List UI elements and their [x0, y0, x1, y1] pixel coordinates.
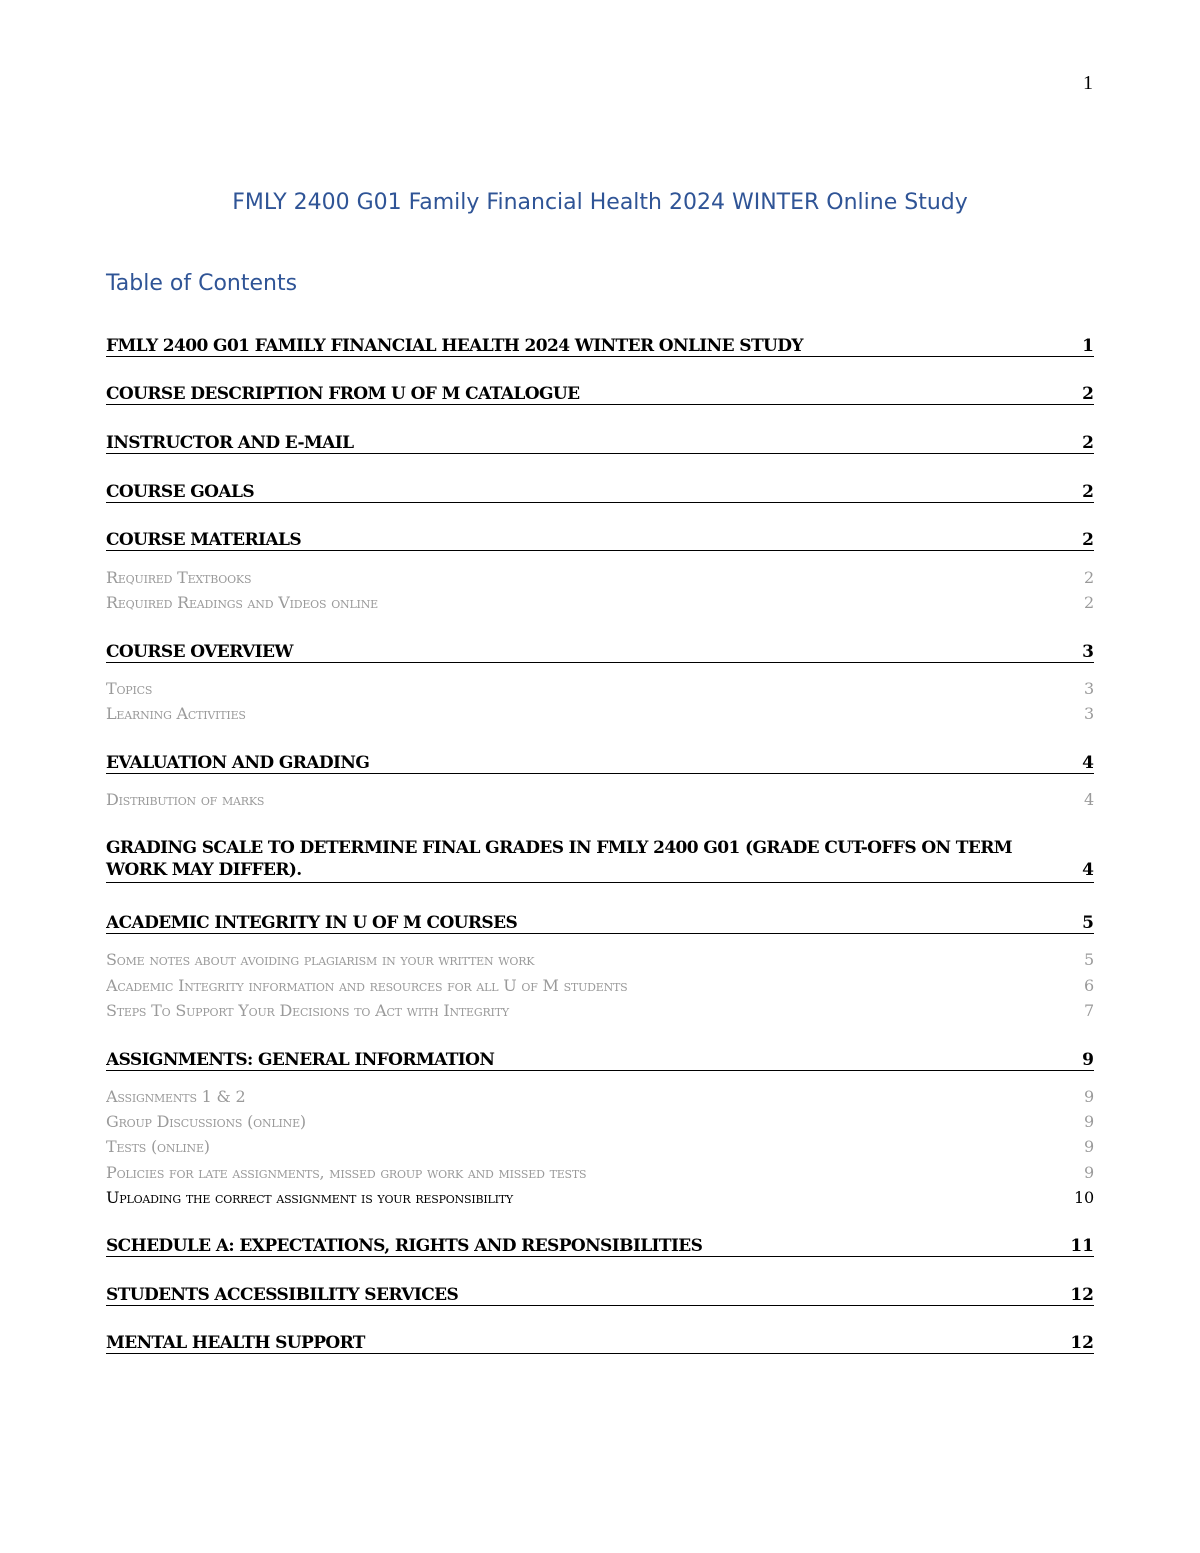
toc-entry-label: Steps To Support Your Decisions to Act with Integrity: [106, 1001, 509, 1020]
toc-entry-label: FMLY 2400 G01 FAMILY FINANCIAL HEALTH 2024 WINTER ONLINE STUDY: [106, 336, 803, 356]
toc-entry-evaluation-grading[interactable]: [106, 751, 1094, 774]
document-title: FMLY 2400 G01 Family Financial Health 2024 WINTER Online Study: [232, 190, 968, 215]
toc-entry-label: Uploading the correct assignment is your responsibility: [106, 1188, 513, 1207]
toc-entry-grading-scale[interactable]: [106, 838, 1094, 883]
toc-entry-page: 5: [1084, 950, 1094, 969]
toc-entry-page: 9: [1082, 1050, 1094, 1070]
toc-entry-page: 12: [1070, 1285, 1094, 1305]
toc-entry-page: 2: [1082, 433, 1094, 453]
toc-entry-page: 9: [1084, 1163, 1094, 1182]
toc-entry-title[interactable]: [106, 334, 1094, 357]
toc-entry-label: SCHEDULE A: EXPECTATIONS, RIGHTS AND RESPONSIBILITIES: [106, 1236, 703, 1256]
toc-entry-assignments[interactable]: [106, 1048, 1094, 1071]
toc-entry-label: COURSE GOALS: [106, 482, 254, 502]
toc-entry-label: Academic Integrity information and resources for all U of M students: [106, 976, 628, 995]
toc-subentry-assignments-1-2[interactable]: [106, 1085, 1094, 1107]
toc-entry-row2: [106, 860, 1094, 882]
toc-subentry-integrity-resources[interactable]: [106, 974, 1094, 996]
toc-entry-label: Tests (online): [106, 1137, 210, 1156]
toc-entry-course-description[interactable]: [106, 382, 1094, 405]
toc-subentry-uploading[interactable]: [106, 1186, 1094, 1208]
toc-entry-instructor[interactable]: [106, 431, 1094, 454]
toc-entry-page: 9: [1084, 1112, 1094, 1131]
toc-entry-label: Required Textbooks: [106, 568, 252, 587]
toc-entry-page: 2: [1082, 530, 1094, 550]
toc-entry-label: COURSE MATERIALS: [106, 530, 302, 550]
toc-entry-page: 7: [1084, 1001, 1094, 1020]
toc-entry-label: Topics: [106, 679, 153, 698]
toc-subentry-plagiarism-notes[interactable]: [106, 948, 1094, 970]
toc-entry-course-overview[interactable]: [106, 640, 1094, 663]
toc-subentry-distribution-of-marks[interactable]: [106, 788, 1094, 810]
toc-entry-page: 9: [1084, 1087, 1094, 1106]
toc-entry-mental-health[interactable]: [106, 1331, 1094, 1354]
toc-entry-label: Policies for late assignments, missed group work and missed tests: [106, 1163, 587, 1182]
toc-subentry-late-policies[interactable]: [106, 1161, 1094, 1183]
page-number: 1: [1083, 72, 1093, 94]
toc-entry-label: ACADEMIC INTEGRITY IN U OF M COURSES: [106, 913, 518, 933]
toc-entry-schedule-a[interactable]: [106, 1234, 1094, 1257]
toc-entry-label-line1: GRADING SCALE TO DETERMINE FINAL GRADES IN FMLY 2400 G01 (GRADE CUT-OFFS ON TERM: [106, 838, 1012, 858]
toc-entry-label-line2: WORK MAY DIFFER).: [106, 860, 302, 880]
toc-entry-label: Learning Activities: [106, 704, 246, 723]
toc-entry-label: Required Readings and Videos online: [106, 593, 378, 612]
toc-entry-page: 10: [1074, 1188, 1094, 1207]
toc-entry-page: 4: [1082, 753, 1094, 773]
toc-entry-page: 4: [1082, 860, 1094, 880]
toc-entry-label: COURSE OVERVIEW: [106, 642, 293, 662]
toc-entry-label: EVALUATION AND GRADING: [106, 753, 370, 773]
toc-subentry-topics[interactable]: [106, 677, 1094, 699]
toc-entry-page: 4: [1084, 790, 1094, 809]
toc-entry-accessibility[interactable]: [106, 1283, 1094, 1306]
toc-entry-page: 2: [1084, 593, 1094, 612]
toc-entry-academic-integrity[interactable]: [106, 911, 1094, 934]
toc-entry-course-materials[interactable]: [106, 528, 1094, 551]
toc-entry-label: STUDENTS ACCESSIBILITY SERVICES: [106, 1285, 459, 1305]
toc-entry-page: 1: [1082, 336, 1094, 356]
toc-subentry-required-textbooks[interactable]: [106, 566, 1094, 588]
toc-subentry-learning-activities[interactable]: [106, 702, 1094, 724]
toc-entry-page: 2: [1084, 568, 1094, 587]
toc-entry-page: 3: [1082, 642, 1094, 662]
toc-entry-page: 9: [1084, 1137, 1094, 1156]
toc-entry-label: COURSE DESCRIPTION FROM U OF M CATALOGUE: [106, 384, 580, 404]
toc-entry-label: Some notes about avoiding plagiarism in your written work: [106, 950, 535, 969]
toc-subentry-integrity-steps[interactable]: [106, 999, 1094, 1021]
toc-entry-course-goals[interactable]: [106, 480, 1094, 503]
toc-entry-label: Group Discussions (online): [106, 1112, 306, 1131]
toc-entry-page: 2: [1082, 482, 1094, 502]
toc-entry-page: 11: [1070, 1236, 1094, 1256]
toc-entry-label: Distribution of marks: [106, 790, 265, 809]
toc-entry-page: 3: [1084, 679, 1094, 698]
toc-heading: Table of Contents: [106, 271, 298, 296]
toc-entry-page: 3: [1084, 704, 1094, 723]
toc-entry-page: 5: [1082, 913, 1094, 933]
toc-entry-label: MENTAL HEALTH SUPPORT: [106, 1333, 365, 1353]
toc-subentry-tests[interactable]: [106, 1135, 1094, 1157]
toc-entry-label: ASSIGNMENTS: GENERAL INFORMATION: [106, 1050, 495, 1070]
toc-entry-label: Assignments 1 & 2: [106, 1087, 246, 1106]
toc-subentry-required-readings[interactable]: [106, 591, 1094, 613]
toc-entry-page: 6: [1084, 976, 1094, 995]
toc-entry-label: INSTRUCTOR AND E-MAIL: [106, 433, 354, 453]
toc-entry-page: 12: [1070, 1333, 1094, 1353]
toc-subentry-group-discussions[interactable]: [106, 1110, 1094, 1132]
toc-entry-page: 2: [1082, 384, 1094, 404]
